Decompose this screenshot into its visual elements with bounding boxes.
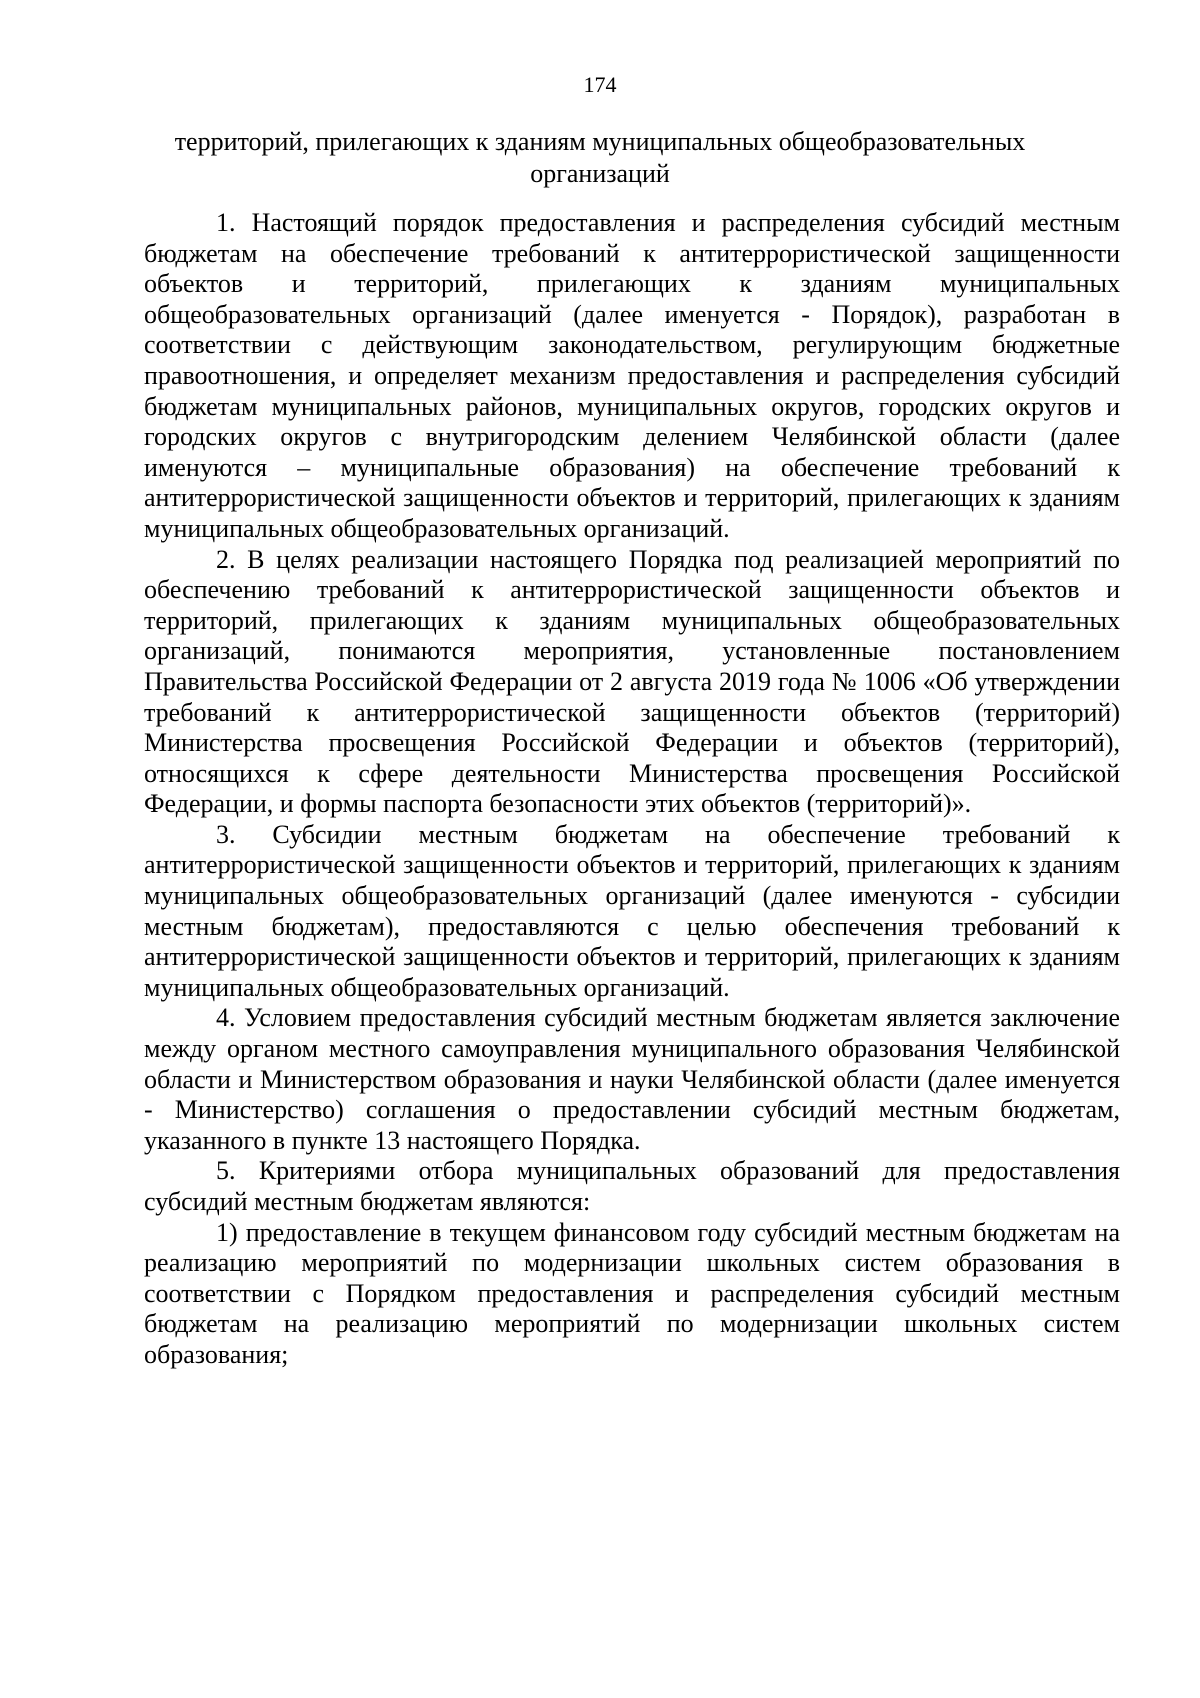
paragraph-5-item-1: 1) предоставление в текущем финансовом году субсидий местным бюджетам на реализацию мероприятий по модернизации школьных систем образования в соответствии с Порядком предоставления и распределения субсидий местным бюджетам на реализацию мероприятий по модернизации школьных систем образования; bbox=[144, 1217, 1120, 1369]
paragraph-2: 2. В целях реализации настоящего Порядка под реализацией мероприятий по обеспечению требований к антитеррористической защищенности объектов и территорий, прилегающих к зданиям муниципальных общеобразовательных организаций, понимаются мероприятия, установленные постановлением Правительства Российской Федерации от 2 августа 2019 года № 1006 «Об утверждении требований к антитеррористической защищенности объектов (территорий) Министерства просвещения Российской Федерации и объектов (территорий), относящихся к сфере деятельности Министерства просвещения Российской Федерации, и формы паспорта безопасности этих объектов (территорий)». bbox=[144, 544, 1120, 819]
paragraph-5: 5. Критериями отбора муниципальных образований для предоставления субсидий местным бюджетам являются: bbox=[144, 1156, 1120, 1216]
paragraph-1: 1. Настоящий порядок предоставления и распределения субсидий местным бюджетам на обеспечение требований к антитеррористической защищенности объектов и территорий, прилегающих к зданиям муниципальных общеобразовательных организаций (далее именуется - Порядок), разработан в соответствии с действующим законодательством, регулирующим бюджетные правоотношения, и определяет механизм предоставления и распределения субсидий бюджетам муниципальных районов, муниципальных округов, городских округов и городских округов с внутригородским делением Челябинской области (далее именуются – муниципальные образования) на обеспечение требований к антитеррористической защищенности объектов и территорий, прилегающих к зданиям муниципальных общеобразовательных организаций. bbox=[144, 208, 1120, 543]
document-body bbox=[144, 208, 1120, 1371]
section-heading bbox=[100, 126, 1100, 190]
heading-line-2: организаций bbox=[530, 159, 670, 188]
page-number: 174 bbox=[583, 72, 617, 97]
heading-line-1: территорий, прилегающих к зданиям муниципальных общеобразовательных bbox=[174, 127, 1026, 156]
paragraph-3: 3. Субсидии местным бюджетам на обеспечение требований к антитеррористической защищенности объектов и территорий, прилегающих к зданиям муниципальных общеобразовательных организаций (далее именуются - субсидии местным бюджетам), предоставляются с целью обеспечения требований к антитеррористической защищенности объектов и территорий, прилегающих к зданиям муниципальных общеобразовательных организаций. bbox=[144, 819, 1120, 1002]
paragraph-4: 4. Условием предоставления субсидий местным бюджетам является заключение между органом местного самоуправления муниципального образования Челябинской области и Министерством образования и науки Челябинской области (далее именуется - Министерство) соглашения о предоставлении субсидий местным бюджетам, указанного в пункте 13 настоящего Порядка. bbox=[144, 1003, 1120, 1155]
